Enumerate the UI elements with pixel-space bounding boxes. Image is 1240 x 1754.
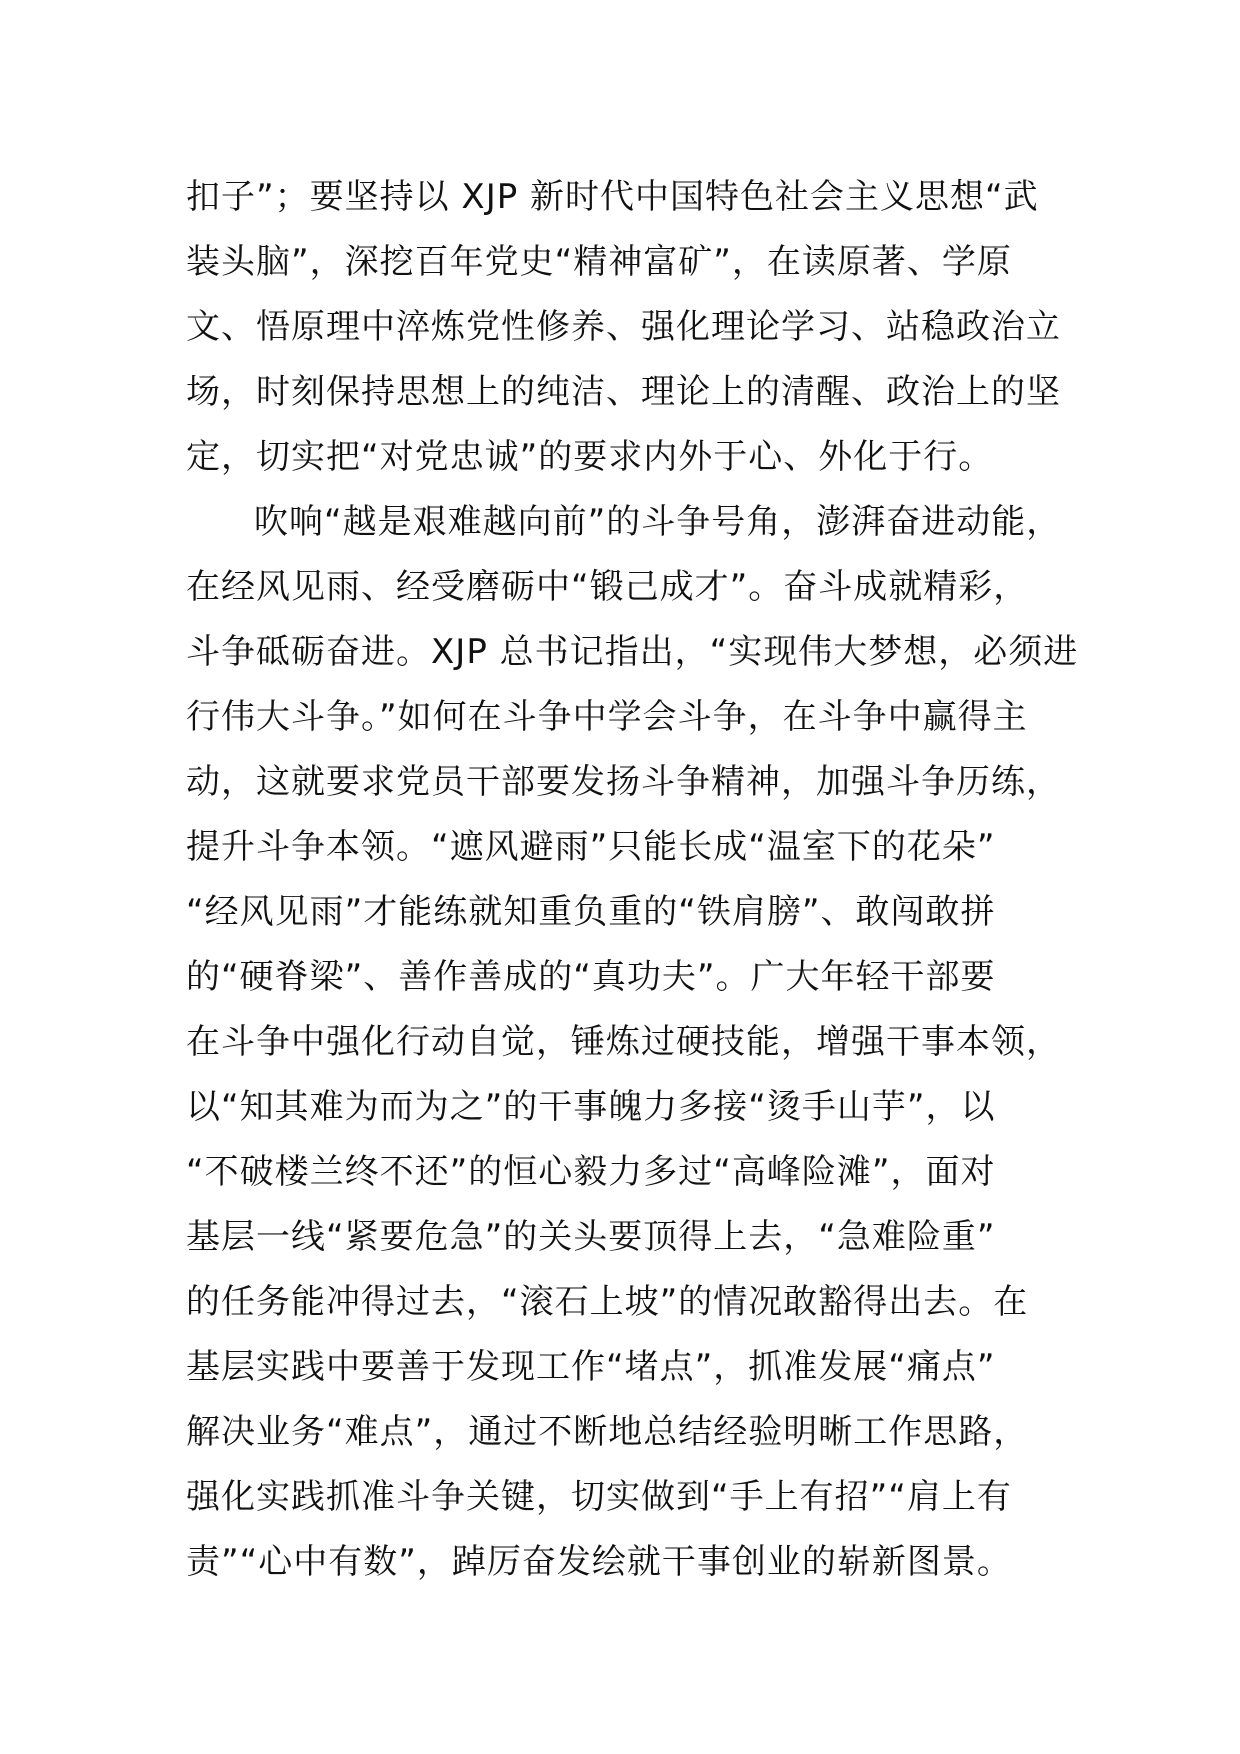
text-line-17: 基层一线“紧要危急”的关头要顶得上去，“急难险重” — [186, 1217, 996, 1257]
text-line-16: “不破楼兰终不还”的恒心毅力多过“高峰险滩”，面对 — [186, 1152, 996, 1192]
text-line-15: 以“知其难为而为之”的干事魄力多接“烫手山芋”，以 — [186, 1087, 996, 1127]
text-line-4: 场，时刻保持思想上的纯洁、理论上的清醒、政治上的坚 — [186, 372, 1061, 412]
text-line-1: 扣子”；要坚持以 XJP 新时代中国特色社会主义思想“武 — [186, 177, 1039, 217]
body-text — [186, 165, 1079, 1595]
text-line-5: 定，切实把“对党忠诚”的要求内外于心、外化于行。 — [186, 437, 994, 477]
text-line-2: 装头脑”，深挖百年党史“精神富矿”，在读原著、学原 — [186, 242, 1012, 282]
text-line-19: 基层实践中要善于发现工作“堵点”，抓准发展“痛点” — [186, 1347, 996, 1387]
text-line-9: 行伟大斗争。”如何在斗争中学会斗争，在斗争中赢得主 — [186, 697, 1028, 737]
text-line-22: 责”“心中有数”，踔厉奋发绘就干事创业的崭新图景。 — [186, 1542, 1012, 1582]
text-line-11: 提升斗争本领。“遮风避雨”只能长成“温室下的花朵” — [186, 827, 996, 867]
text-line-3: 文、悟原理中淬炼党性修养、强化理论学习、站稳政治立 — [186, 307, 1061, 347]
text-line-21: 强化实践抓准斗争关键，切实做到“手上有招”“肩上有 — [186, 1477, 1012, 1517]
text-line-13: 的“硬脊梁”、善作善成的“真功夫”。广大年轻干部要 — [186, 957, 996, 997]
text-line-18: 的任务能冲得过去，“滚石上坡”的情况敢豁得出去。在 — [186, 1282, 1029, 1322]
text-line-20: 解决业务“难点”，通过不断地总结经验明晰工作思路， — [186, 1412, 1029, 1452]
text-line-10: 动，这就要求党员干部要发扬斗争精神，加强斗争历练， — [186, 762, 1061, 802]
text-line-7: 在经风见雨、经受磨砺中“锻己成才”。奋斗成就精彩， — [186, 567, 1029, 607]
text-line-12: “经风见雨”才能练就知重负重的“铁肩膀”、敢闯敢拼 — [186, 892, 996, 932]
text-line-8: 斗争砥砺奋进。XJP 总书记指出，“实现伟大梦想，必须进 — [186, 632, 1079, 672]
paragraph-start-line: 吹响“越是艰难越向前”的斗争号角，澎湃奋进动能， — [254, 502, 1062, 542]
text-line-14: 在斗争中强化行动自觉，锤炼过硬技能，增强干事本领， — [186, 1022, 1061, 1062]
